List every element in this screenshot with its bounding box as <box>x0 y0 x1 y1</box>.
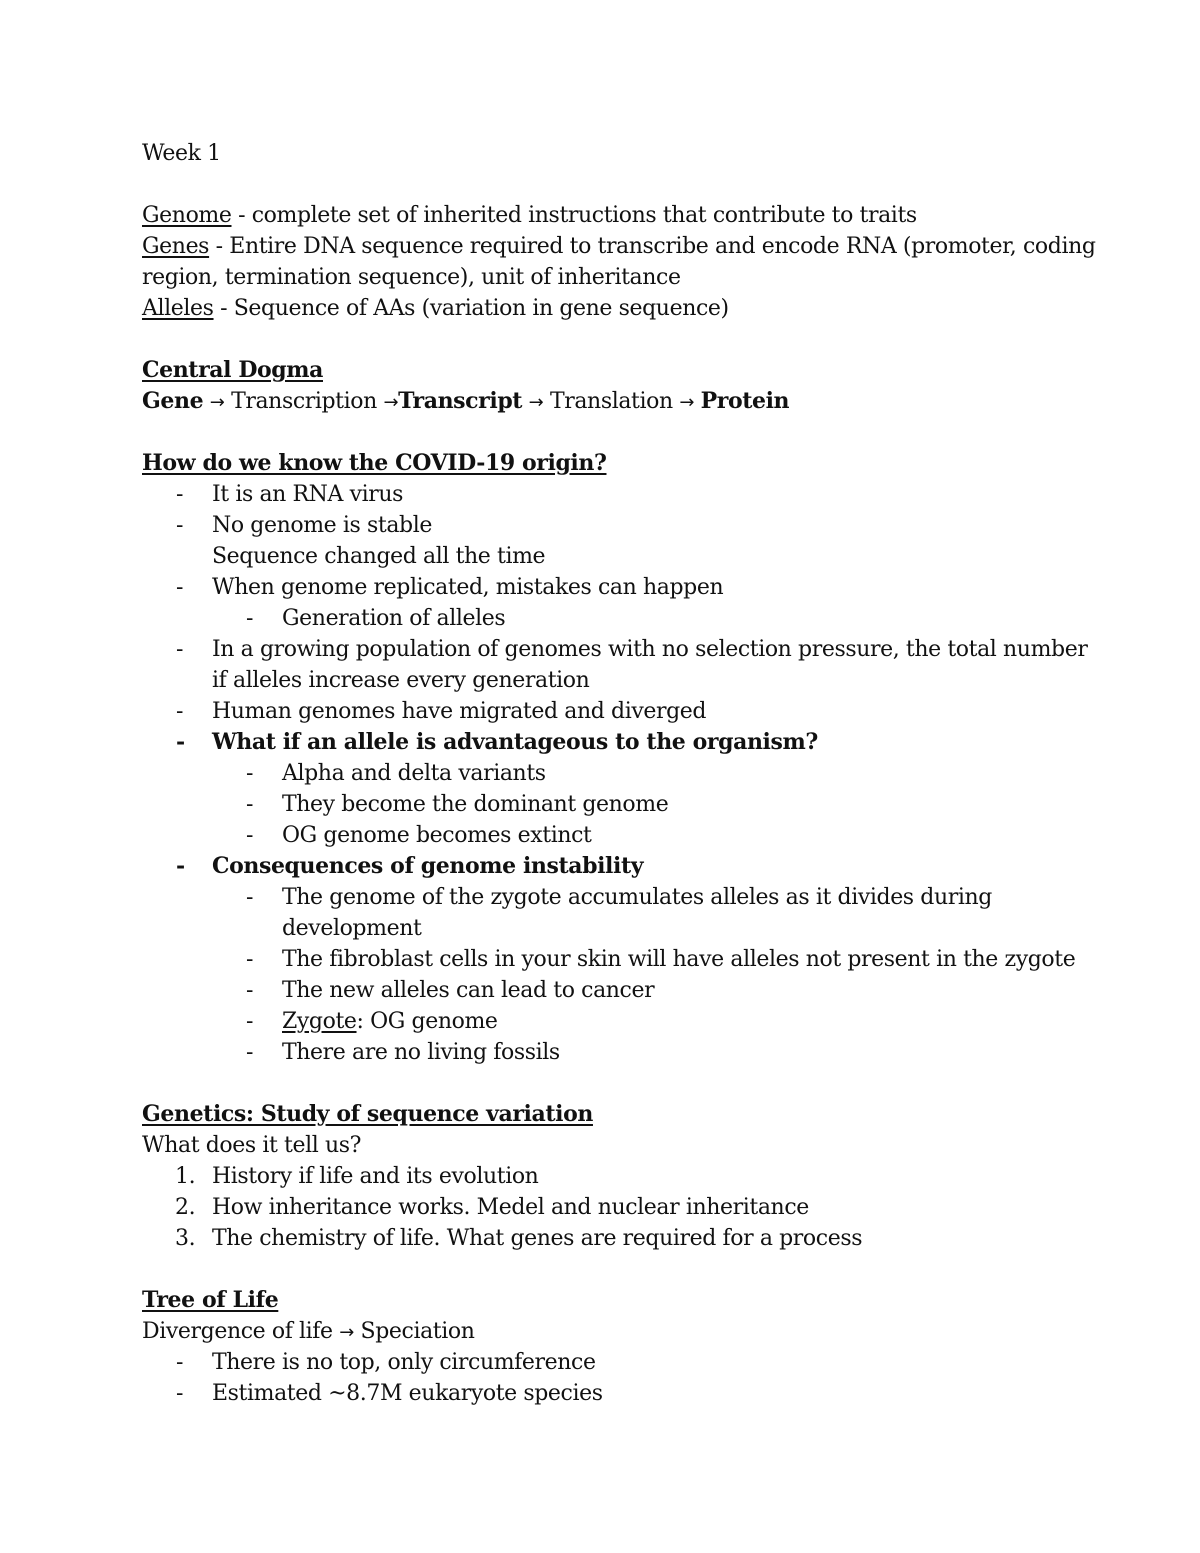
page-title: Week 1 <box>142 141 221 166</box>
dogma-translation: Translation <box>549 389 673 414</box>
definition-text: - Sequence of AAs (variation in gene sequence) <box>213 296 729 321</box>
sub-list-item <box>142 944 1142 975</box>
dogma-gene: Gene <box>142 388 204 414</box>
definition-text: - Entire DNA sequence required to transcribe and encode RNA (promoter, coding <box>209 234 1096 259</box>
list-item <box>142 479 1142 510</box>
definition-text: - complete set of inherited instructions that contribute to traits <box>231 203 917 228</box>
dash-bullet: - <box>246 947 254 972</box>
definition-term: Zygote <box>282 1009 357 1034</box>
sub-list-item <box>142 758 1142 789</box>
list-item-text: History if life and its evolution <box>212 1164 539 1189</box>
list-item-text: No genome is stable <box>212 513 432 538</box>
right-arrow-icon: → <box>679 392 695 413</box>
list-item-text: There are no living fossils <box>282 1040 560 1065</box>
list-item-text: Alpha and delta variants <box>282 761 546 786</box>
document-page <box>142 138 1142 1409</box>
dash-bullet: - <box>246 885 254 910</box>
numbered-item <box>142 1192 1142 1223</box>
dash-bullet: - <box>246 761 254 786</box>
list-item <box>142 634 1142 665</box>
item-number: 3. <box>175 1226 196 1251</box>
sub-list-item <box>142 882 1142 913</box>
definition-term: Genome <box>142 203 232 228</box>
dogma-protein: Protein <box>700 388 790 414</box>
sub-list-item <box>142 603 1142 634</box>
central-dogma-flow <box>142 386 1142 417</box>
right-arrow-icon: → <box>383 392 399 413</box>
list-item <box>142 510 1142 541</box>
list-item-text: OG genome becomes extinct <box>282 823 592 848</box>
dash-bullet: - <box>246 792 254 817</box>
list-item-text: It is an RNA virus <box>212 482 404 507</box>
numbered-item <box>142 1161 1142 1192</box>
list-item-text: What if an allele is advantageous to the organism? <box>212 729 818 755</box>
list-item <box>142 851 1142 882</box>
item-number: 2. <box>175 1195 196 1220</box>
list-item-text: There is no top, only circumference <box>212 1350 596 1375</box>
list-item-text: Human genomes have migrated and diverged <box>212 699 707 724</box>
list-item <box>142 572 1142 603</box>
genetics-intro: What does it tell us? <box>142 1133 362 1158</box>
list-item <box>142 1378 1142 1409</box>
sub-list-item <box>142 1006 1142 1037</box>
definition-alleles <box>142 293 1142 324</box>
list-item <box>142 727 1142 758</box>
tree-intro-text: Speciation <box>353 1319 475 1344</box>
list-item-text: They become the dominant genome <box>282 792 669 817</box>
dash-bullet: - <box>176 637 184 662</box>
list-item-text: Generation of alleles <box>282 606 506 631</box>
list-item <box>142 696 1142 727</box>
right-arrow-icon: → <box>339 1322 354 1343</box>
list-item-text: The chemistry of life. What genes are required for a process <box>212 1226 863 1251</box>
dash-bullet: - <box>176 1350 184 1375</box>
tree-intro-text: Divergence of life <box>142 1319 340 1344</box>
list-item-text: In a growing population of genomes with no selection pressure, the total number <box>212 637 1088 662</box>
list-item-text: Consequences of genome instability <box>212 853 644 879</box>
list-item-text: The new alleles can lead to cancer <box>282 978 655 1003</box>
dash-bullet: - <box>246 1040 254 1065</box>
list-item <box>142 1347 1142 1378</box>
right-arrow-icon: → <box>528 392 544 413</box>
dash-bullet: - <box>176 482 184 507</box>
tree-intro <box>142 1316 1142 1347</box>
dash-bullet: - <box>176 729 185 755</box>
list-item-continued: development <box>282 916 422 941</box>
numbered-item <box>142 1223 1142 1254</box>
definition-genes <box>142 231 1142 262</box>
sub-list-item <box>142 975 1142 1006</box>
dash-bullet: - <box>246 978 254 1003</box>
genetics-heading: Genetics: Study of sequence variation <box>142 1101 593 1127</box>
dash-bullet: - <box>176 513 184 538</box>
dogma-transcript: Transcript <box>398 388 523 414</box>
list-item-text: When genome replicated, mistakes can happen <box>212 575 724 600</box>
dogma-transcription: Transcription <box>231 389 377 414</box>
dash-bullet: - <box>246 606 254 631</box>
list-item-continued: if alleles increase every generation <box>212 668 590 693</box>
tree-heading: Tree of Life <box>142 1287 279 1313</box>
dash-bullet: - <box>176 699 184 724</box>
covid-heading: How do we know the COVID-19 origin? <box>142 450 607 476</box>
dash-bullet: - <box>246 823 254 848</box>
list-item-text: The fibroblast cells in your skin will have alleles not present in the zygote <box>282 947 1076 972</box>
list-item-text: How inheritance works. Medel and nuclear inheritance <box>212 1195 809 1220</box>
list-item-continued: Sequence changed all the time <box>212 544 546 569</box>
list-item-text: The genome of the zygote accumulates alleles as it divides during <box>282 885 992 910</box>
sub-list-item <box>142 820 1142 851</box>
right-arrow-icon: → <box>209 392 225 413</box>
definition-genome <box>142 200 1142 231</box>
definition-term: Genes <box>142 234 210 259</box>
list-item-text: Estimated ~8.7M eukaryote species <box>212 1381 603 1406</box>
item-number: 1. <box>175 1164 196 1189</box>
sub-list-item <box>142 1037 1142 1068</box>
definition-term: Alleles <box>142 296 214 321</box>
definition-genes-continued: region, termination sequence), unit of inheritance <box>142 265 681 290</box>
list-item-text: : OG genome <box>356 1009 498 1034</box>
dash-bullet: - <box>176 853 185 879</box>
dash-bullet: - <box>176 575 184 600</box>
central-dogma-heading: Central Dogma <box>142 357 323 383</box>
dash-bullet: - <box>176 1381 184 1406</box>
sub-list-item <box>142 789 1142 820</box>
dash-bullet: - <box>246 1009 254 1034</box>
